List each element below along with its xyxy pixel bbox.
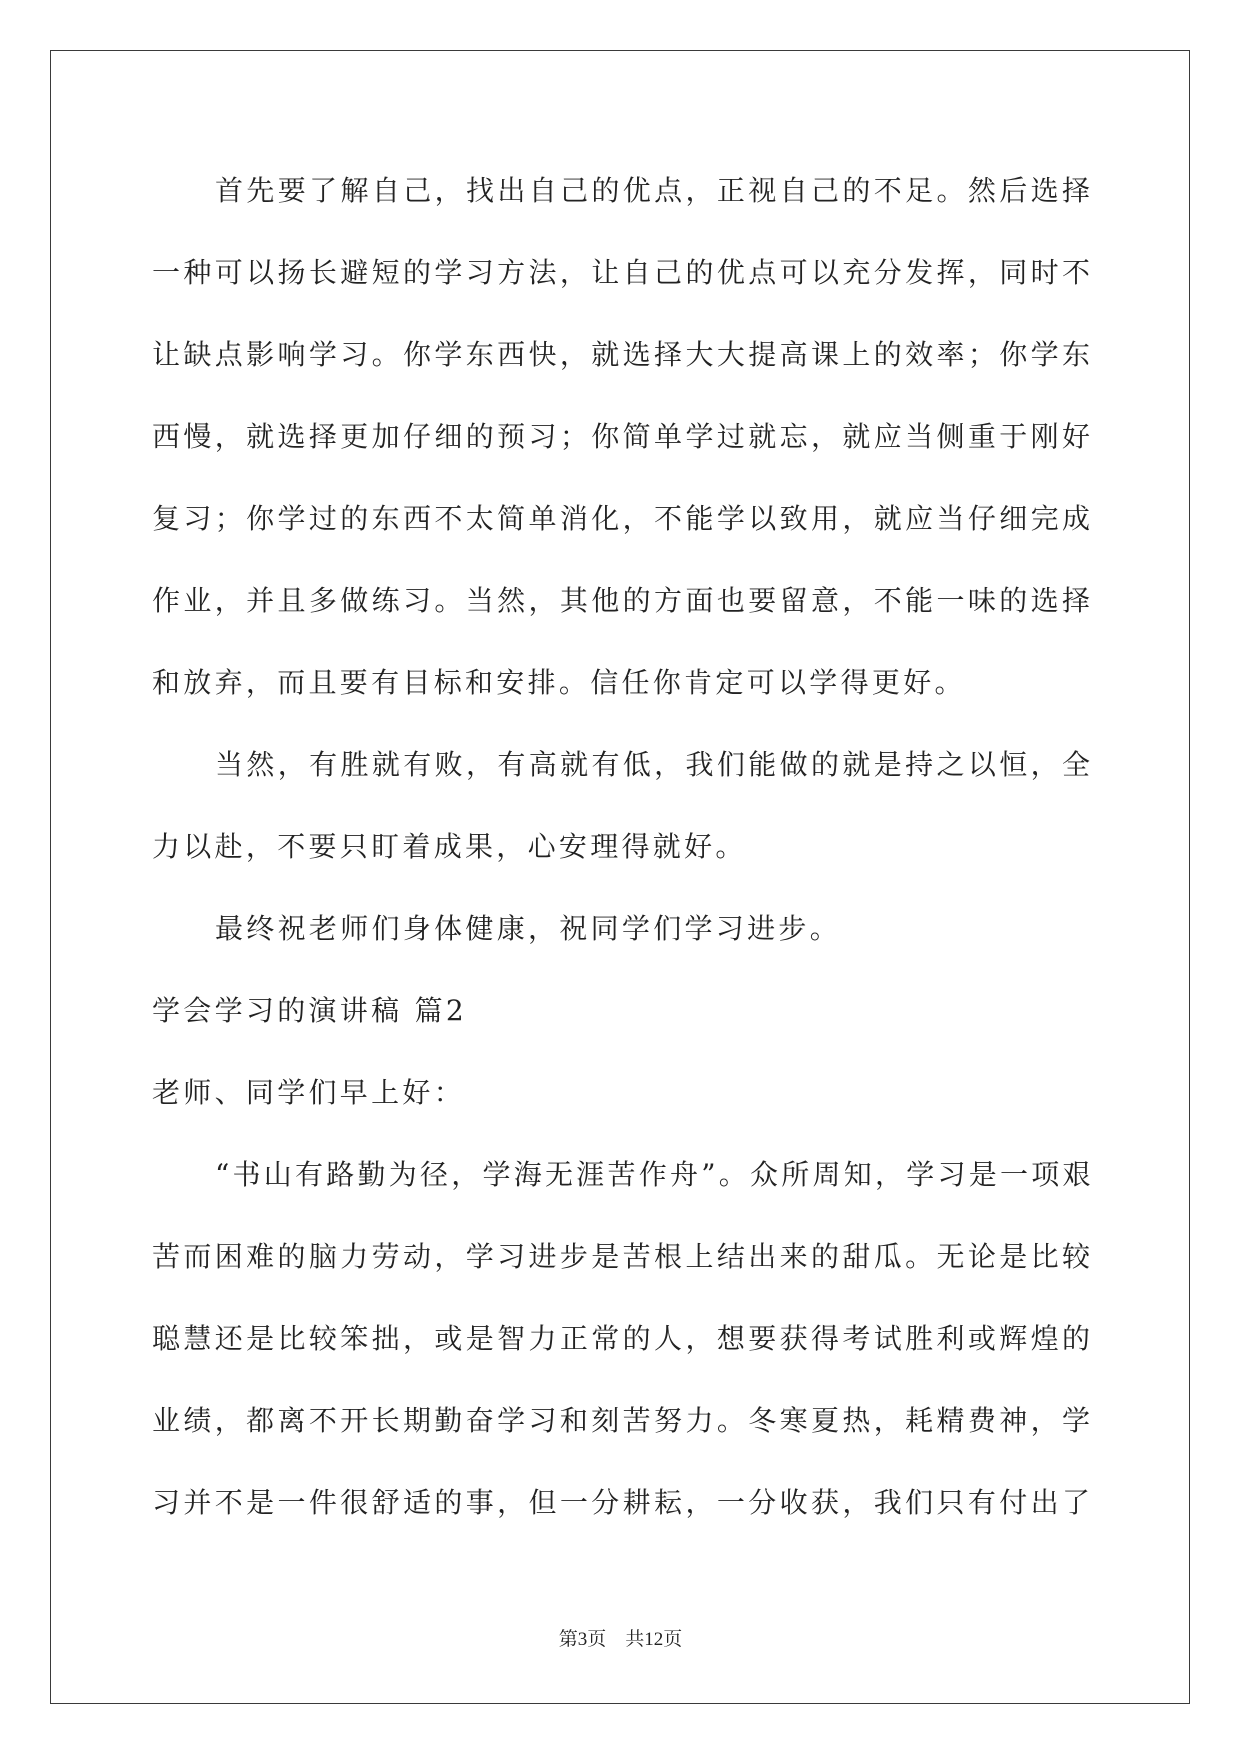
paragraph-line: 最终祝老师们身体健康，祝同学们学习进步。	[215, 912, 842, 945]
paragraph-line: 业绩，都离不开长期勤奋学习和刻苦努力。冬寒夏热，耗精费神，学	[152, 1404, 1092, 1437]
paragraph-line: 一种可以扬长避短的学习方法，让自己的优点可以充分发挥，同时不	[152, 256, 1092, 289]
paragraph	[152, 1134, 1092, 1544]
document-body	[152, 150, 1092, 1544]
paragraph-line: 让缺点影响学习。你学东西快，就选择大大提高课上的效率；你学东	[152, 338, 1092, 371]
page-number: 第3页 共12页	[558, 1629, 683, 1650]
paragraph-line: 和放弃，而且要有目标和安排。信任你肯定可以学得更好。	[152, 666, 966, 699]
paragraph-line: “书山有路勤为径，学海无涯苦作舟”。众所周知，学习是一项艰	[215, 1158, 1092, 1191]
paragraph-line: 首先要了解自己，找出自己的优点，正视自己的不足。然后选择	[215, 174, 1092, 207]
paragraph-line: 苦而困难的脑力劳动，学习进步是苦根上结出来的甜瓜。无论是比较	[152, 1240, 1092, 1273]
paragraph-line: 当然，有胜就有败，有高就有低，我们能做的就是持之以恒，全	[215, 748, 1092, 781]
paragraph-line: 聪慧还是比较笨拙，或是智力正常的人，想要获得考试胜利或辉煌的	[152, 1322, 1092, 1355]
paragraph-line: 作业，并且多做练习。当然，其他的方面也要留意，不能一味的选择	[152, 584, 1092, 617]
paragraph	[152, 150, 1092, 724]
paragraph-line: 力以赴，不要只盯着成果，心安理得就好。	[152, 830, 747, 863]
paragraph-line: 西慢，就选择更加仔细的预习；你简单学过就忘，就应当侧重于刚好	[152, 420, 1092, 453]
paragraph-line: 复习；你学过的东西不太简单消化，不能学以致用，就应当仔细完成	[152, 502, 1092, 535]
salutation: 老师、同学们早上好：	[152, 1076, 466, 1109]
paragraph	[152, 724, 1092, 888]
paragraph	[152, 888, 1092, 970]
section-title: 学会学习的演讲稿 篇2	[152, 994, 468, 1027]
paragraph-line: 习并不是一件很舒适的事，但一分耕耘，一分收获，我们只有付出了	[152, 1486, 1092, 1519]
